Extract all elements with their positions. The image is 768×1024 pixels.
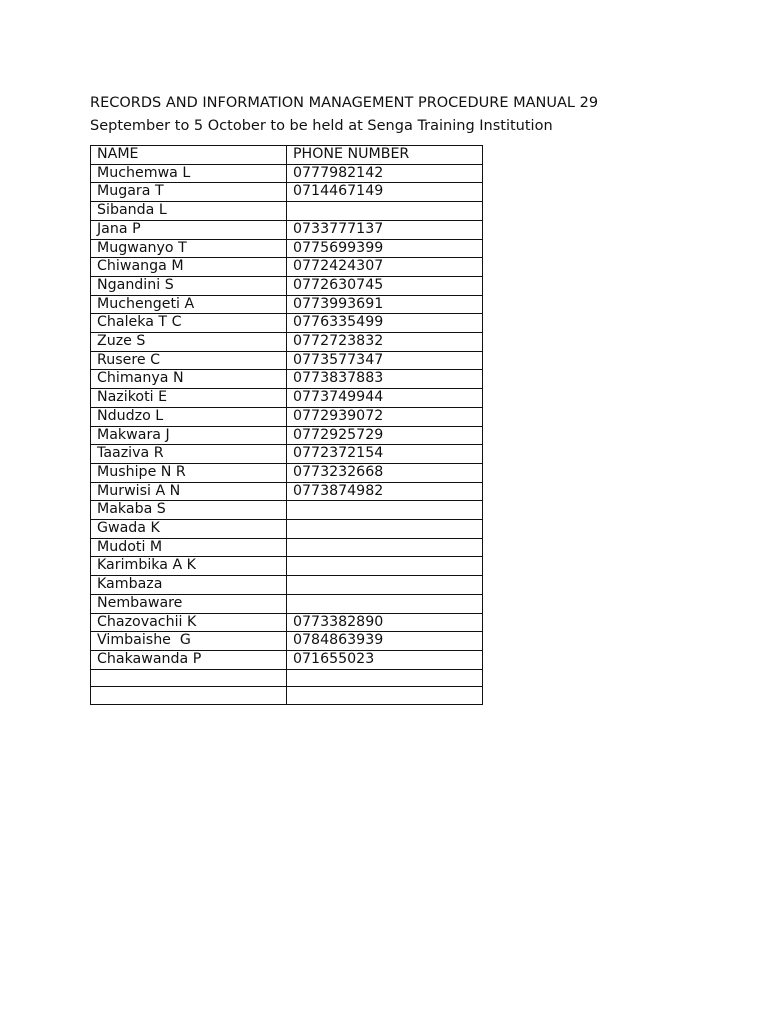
table-row <box>91 220 483 239</box>
phone-number-cell: 0784863939 <box>287 632 483 651</box>
phone-number-cell: 0773577347 <box>287 351 483 370</box>
table-row <box>91 276 483 295</box>
phone-number-cell: 0772630745 <box>287 276 483 295</box>
participant-name-cell: Chimanya N <box>91 370 287 389</box>
participant-name-cell: Sibanda L <box>91 202 287 221</box>
participant-name-cell: Jana P <box>91 220 287 239</box>
document-title <box>90 92 650 137</box>
table-row <box>91 445 483 464</box>
phone-number-cell <box>287 576 483 595</box>
table-row <box>91 426 483 445</box>
participant-name-cell: Makwara J <box>91 426 287 445</box>
table-row <box>91 557 483 576</box>
participants-table <box>90 145 483 705</box>
participant-name-cell: Zuze S <box>91 333 287 352</box>
participant-name-cell: Nazikoti E <box>91 389 287 408</box>
phone-number-cell: 0772723832 <box>287 333 483 352</box>
table-row <box>91 202 483 221</box>
column-header-phone-number: PHONE NUMBER <box>287 146 483 165</box>
participant-name-cell: Kambaza <box>91 576 287 595</box>
table-row <box>91 164 483 183</box>
table-row <box>91 463 483 482</box>
table-row <box>91 314 483 333</box>
phone-number-cell: 0777982142 <box>287 164 483 183</box>
participant-name-cell: Taaziva R <box>91 445 287 464</box>
table-body <box>91 164 483 704</box>
phone-number-cell: 0773232668 <box>287 463 483 482</box>
table-row <box>91 632 483 651</box>
participant-name-cell: Mushipe N R <box>91 463 287 482</box>
table-row <box>91 258 483 277</box>
table-row <box>91 613 483 632</box>
table-row <box>91 576 483 595</box>
participant-name-cell: Chazovachii K <box>91 613 287 632</box>
column-header-name: NAME <box>91 146 287 165</box>
table-row <box>91 482 483 501</box>
participant-name-cell: Mudoti M <box>91 538 287 557</box>
phone-number-cell: 0772372154 <box>287 445 483 464</box>
participant-name-cell: Murwisi A N <box>91 482 287 501</box>
phone-number-cell: 0776335499 <box>287 314 483 333</box>
phone-number-cell <box>287 687 483 705</box>
table-row <box>91 538 483 557</box>
table-row <box>91 407 483 426</box>
participant-name-cell: Muchemwa L <box>91 164 287 183</box>
participant-name-cell <box>91 669 287 687</box>
participant-name-cell: Rusere C <box>91 351 287 370</box>
phone-number-cell: 0773749944 <box>287 389 483 408</box>
participant-name-cell: Karimbika A K <box>91 557 287 576</box>
table-row <box>91 389 483 408</box>
phone-number-cell <box>287 501 483 520</box>
participant-name-cell: Mugara T <box>91 183 287 202</box>
phone-number-cell: 0773382890 <box>287 613 483 632</box>
phone-number-cell <box>287 520 483 539</box>
phone-number-cell <box>287 557 483 576</box>
table-row <box>91 669 483 687</box>
table-row <box>91 687 483 705</box>
table-row <box>91 333 483 352</box>
phone-number-cell <box>287 594 483 613</box>
phone-number-cell: 0772939072 <box>287 407 483 426</box>
table-row <box>91 351 483 370</box>
table-row <box>91 501 483 520</box>
phone-number-cell <box>287 202 483 221</box>
participant-name-cell: Ndudzo L <box>91 407 287 426</box>
table-header-row <box>91 146 483 165</box>
table-row <box>91 295 483 314</box>
table-row <box>91 520 483 539</box>
table-row <box>91 650 483 669</box>
phone-number-cell: 0772424307 <box>287 258 483 277</box>
table-row <box>91 370 483 389</box>
participant-name-cell: Nembaware <box>91 594 287 613</box>
participant-name-cell: Vimbaishe G <box>91 632 287 651</box>
phone-number-cell: 0714467149 <box>287 183 483 202</box>
participant-name-cell: Mugwanyo T <box>91 239 287 258</box>
participant-name-cell: Gwada K <box>91 520 287 539</box>
table-row <box>91 183 483 202</box>
phone-number-cell: 0773874982 <box>287 482 483 501</box>
participant-name-cell: Chiwanga M <box>91 258 287 277</box>
phone-number-cell: 0773993691 <box>287 295 483 314</box>
phone-number-cell: 0775699399 <box>287 239 483 258</box>
document-title-line-1: RECORDS AND INFORMATION MANAGEMENT PROCEDURE MANUAL 29 <box>90 95 599 111</box>
participant-name-cell: Chaleka T C <box>91 314 287 333</box>
phone-number-cell: 0772925729 <box>287 426 483 445</box>
participant-name-cell: Makaba S <box>91 501 287 520</box>
participant-name-cell <box>91 687 287 705</box>
table-row <box>91 594 483 613</box>
document-title-line-2: September to 5 October to be held at Senga Training Institution <box>90 117 553 134</box>
table-row <box>91 239 483 258</box>
phone-number-cell <box>287 538 483 557</box>
phone-number-cell: 0733777137 <box>287 220 483 239</box>
participant-name-cell: Ngandini S <box>91 276 287 295</box>
participant-name-cell: Chakawanda P <box>91 650 287 669</box>
participant-name-cell: Muchengeti A <box>91 295 287 314</box>
phone-number-cell <box>287 669 483 687</box>
phone-number-cell: 0773837883 <box>287 370 483 389</box>
phone-number-cell: 071655023 <box>287 650 483 669</box>
